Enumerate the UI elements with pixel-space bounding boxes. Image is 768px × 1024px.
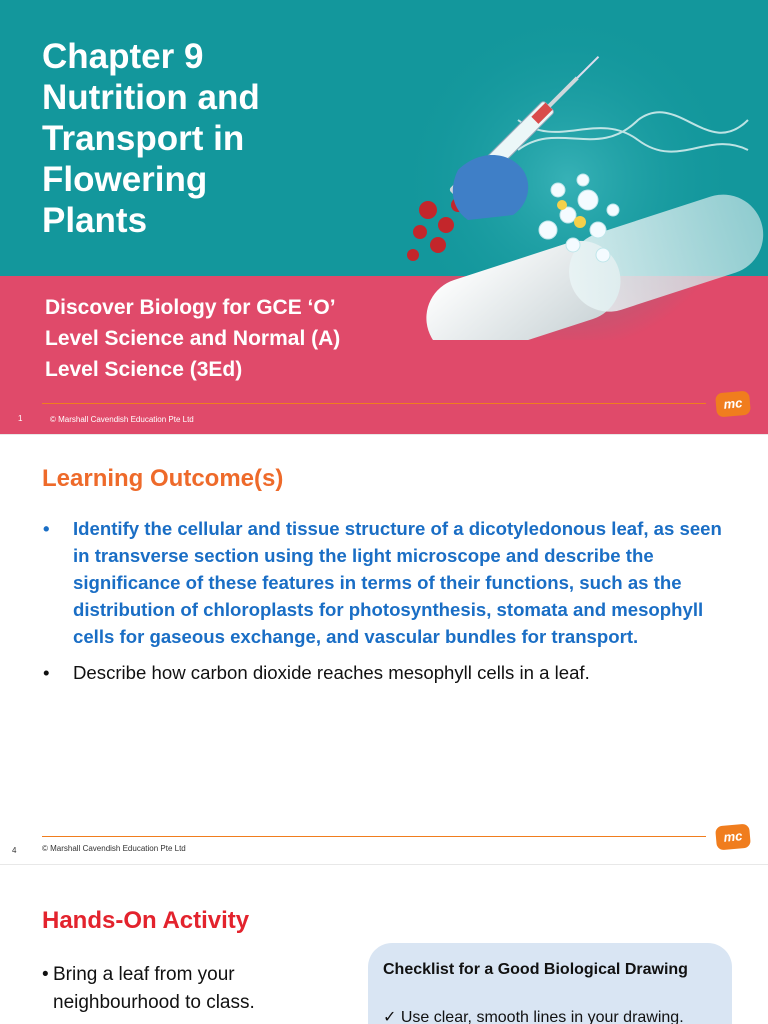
list-item bbox=[42, 659, 722, 686]
bullet-icon: • bbox=[42, 964, 49, 985]
title-line: Flowering bbox=[42, 160, 208, 199]
title-line: Plants bbox=[42, 201, 148, 240]
copyright-text: © Marshall Cavendish Education Pte Ltd bbox=[50, 415, 194, 424]
checklist-item: ✓ Use clear, smooth lines in your drawing. bbox=[383, 1009, 684, 1024]
outcome-list bbox=[42, 515, 722, 686]
list-item-text: Bring a leaf from your neighbourhood to class. bbox=[53, 964, 255, 1013]
slide-heading: Learning Outcome(s) bbox=[42, 465, 284, 492]
list-item-text: Identify the cellular and tissue structure of a dicotyledonous leaf, as seen in transverse section using the light microscope and describe the significance of these features in terms of their functions, such as the distribution of chloroplasts for photosynthesis, stomata and mesophyll cells for gaseous exchange, and vascular bundles for transport. bbox=[73, 518, 722, 647]
checklist-title: Checklist for a Good Biological Drawing bbox=[383, 961, 688, 978]
slide-heading: Hands-On Activity bbox=[42, 907, 250, 934]
glove-hand-icon bbox=[453, 155, 528, 220]
subtitle-line: Discover Biology for GCE ‘O’ bbox=[45, 296, 336, 319]
subtitle-line: Level Science and Normal (A) bbox=[45, 327, 341, 350]
chapter-title bbox=[42, 36, 382, 241]
checklist-card bbox=[368, 943, 732, 1024]
subtitle-line: Level Science (3Ed) bbox=[45, 358, 243, 381]
footer-divider bbox=[42, 403, 706, 404]
list-item bbox=[42, 961, 362, 1017]
activity-list bbox=[42, 961, 362, 1017]
list-item-text: Describe how carbon dioxide reaches mesophyll cells in a leaf. bbox=[73, 662, 590, 683]
bullet-icon: • bbox=[43, 518, 50, 539]
list-item bbox=[42, 515, 722, 650]
title-slide bbox=[0, 0, 768, 434]
learning-outcomes-slide bbox=[0, 434, 768, 864]
page-number: 4 bbox=[12, 846, 17, 855]
mc-logo-icon: mc bbox=[715, 824, 751, 851]
copyright-text: © Marshall Cavendish Education Pte Ltd bbox=[42, 844, 186, 853]
footer-divider bbox=[42, 836, 706, 837]
medical-illustration bbox=[398, 0, 768, 340]
mc-logo-icon: mc bbox=[715, 391, 751, 418]
title-line: Nutrition and bbox=[42, 78, 260, 117]
book-subtitle bbox=[45, 292, 445, 385]
hands-on-activity-slide bbox=[0, 864, 768, 1024]
title-line: Chapter 9 bbox=[42, 37, 204, 76]
page-number: 1 bbox=[18, 414, 23, 423]
bullet-icon: • bbox=[43, 662, 50, 683]
title-line: Transport in bbox=[42, 119, 245, 158]
